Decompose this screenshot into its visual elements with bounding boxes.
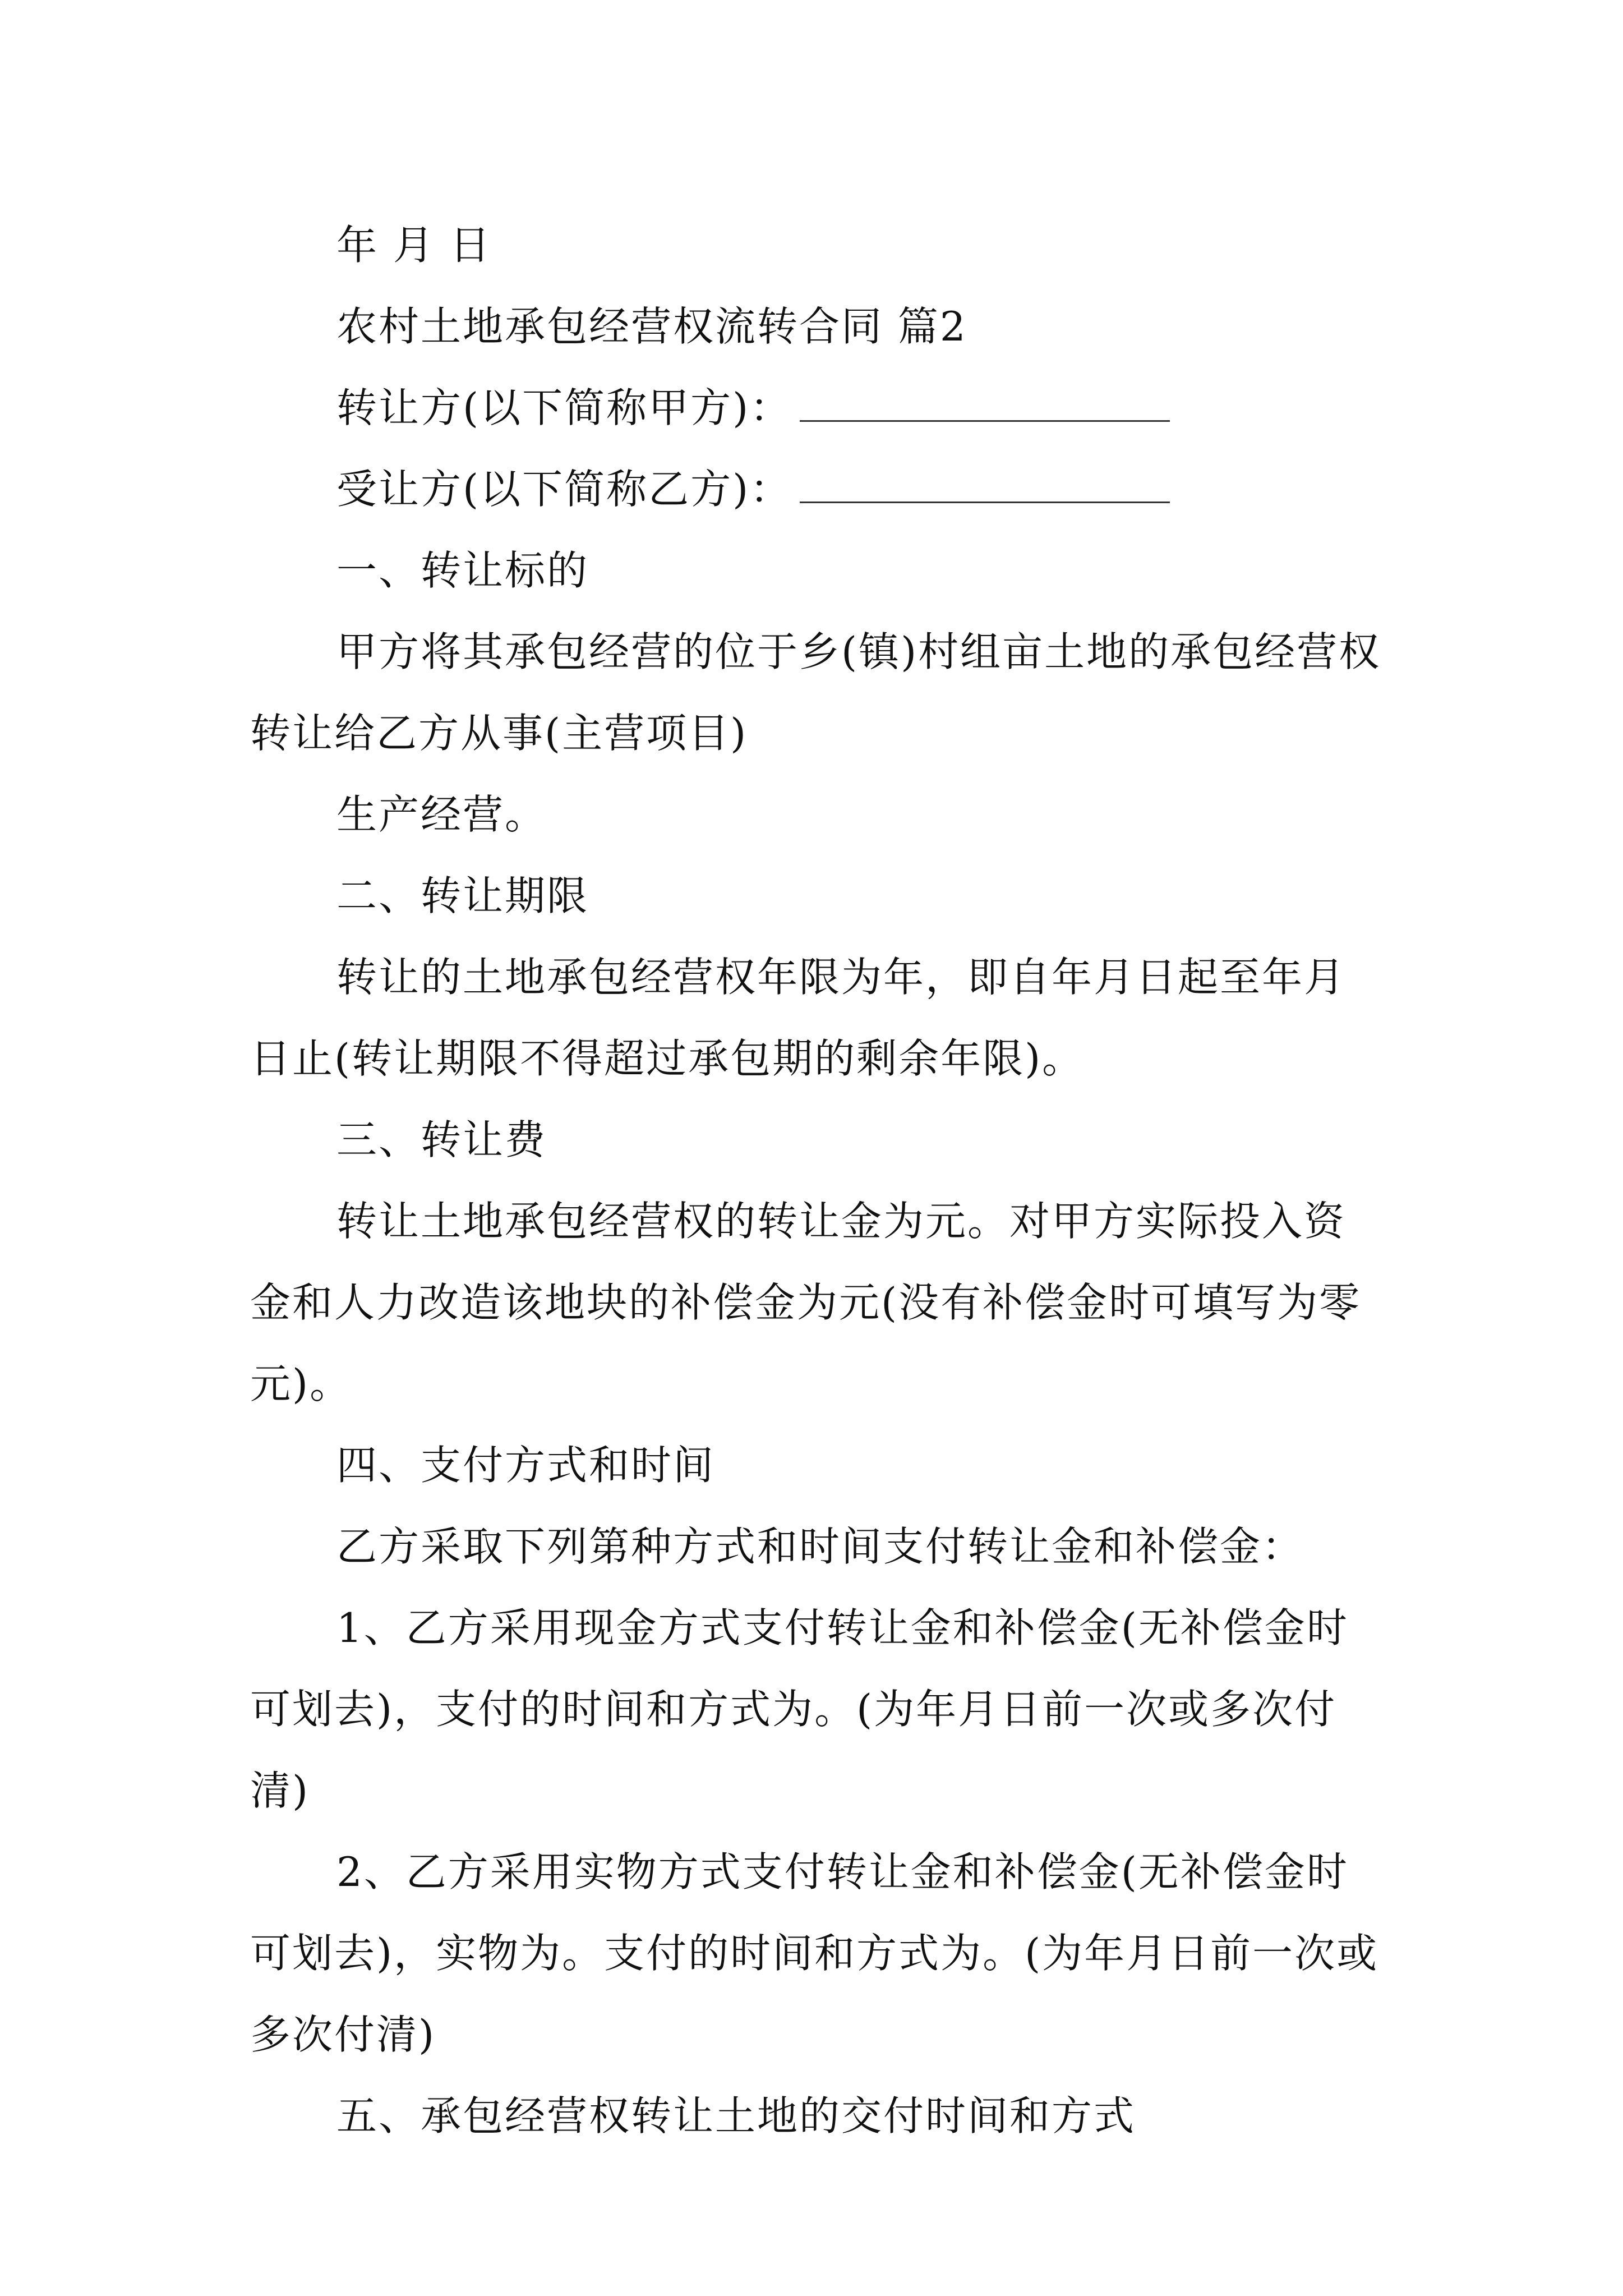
section-paragraph: 甲方将其承包经营的位于乡(镇)村组亩土地的承包经营权转让给乙方从事(主营项目)	[250, 628, 1381, 757]
party-b-line	[250, 449, 1383, 530]
party-b-blank	[800, 467, 1170, 503]
section-paragraph: 转让的土地承包经营权年限为年，即自年月日起至年月日止(转让期限不得超过承包期的剩余年限)。	[250, 954, 1347, 1082]
section-paragraph: 转让土地承包经营权的转让金为元。对甲方实际投入资金和人力改造该地块的补偿金为元(没有补偿金时可填写为零元)。	[250, 1198, 1362, 1407]
section-paragraph: 2、乙方采用实物方式支付转让金和补偿金(无补偿金时可划去)，实物为。支付的时间和方式为。(为年月日前一次或多次付清)	[250, 1848, 1379, 2058]
section-heading: 一、转让标的	[336, 547, 589, 594]
section-heading: 三、转让费	[336, 1116, 547, 1163]
party-b-label: 受让方(以下简称乙方)：	[336, 466, 792, 513]
section-paragraph: 乙方采取下列第种方式和时间支付转让金和补偿金：	[336, 1523, 1304, 1570]
party-a-line	[250, 367, 1383, 449]
section-heading: 二、转让期限	[336, 872, 589, 919]
document-body	[250, 205, 1383, 2157]
section-paragraph: 生产经营。	[336, 791, 547, 838]
section-heading: 四、支付方式和时间	[336, 1442, 716, 1489]
document-title: 农村土地承包经营权流转合同 篇2	[336, 303, 967, 350]
party-a-label: 转让方(以下简称甲方)：	[336, 384, 792, 431]
section-paragraph: 1、乙方采用现金方式支付转让金和补偿金(无补偿金时可划去)，支付的时间和方式为。(为年月日前一次或多次付清)	[250, 1604, 1349, 1814]
date-line: 年 月 日	[336, 222, 492, 269]
section-heading: 五、承包经营权转让土地的交付时间和方式	[336, 2092, 1136, 2139]
party-a-blank	[800, 385, 1170, 422]
